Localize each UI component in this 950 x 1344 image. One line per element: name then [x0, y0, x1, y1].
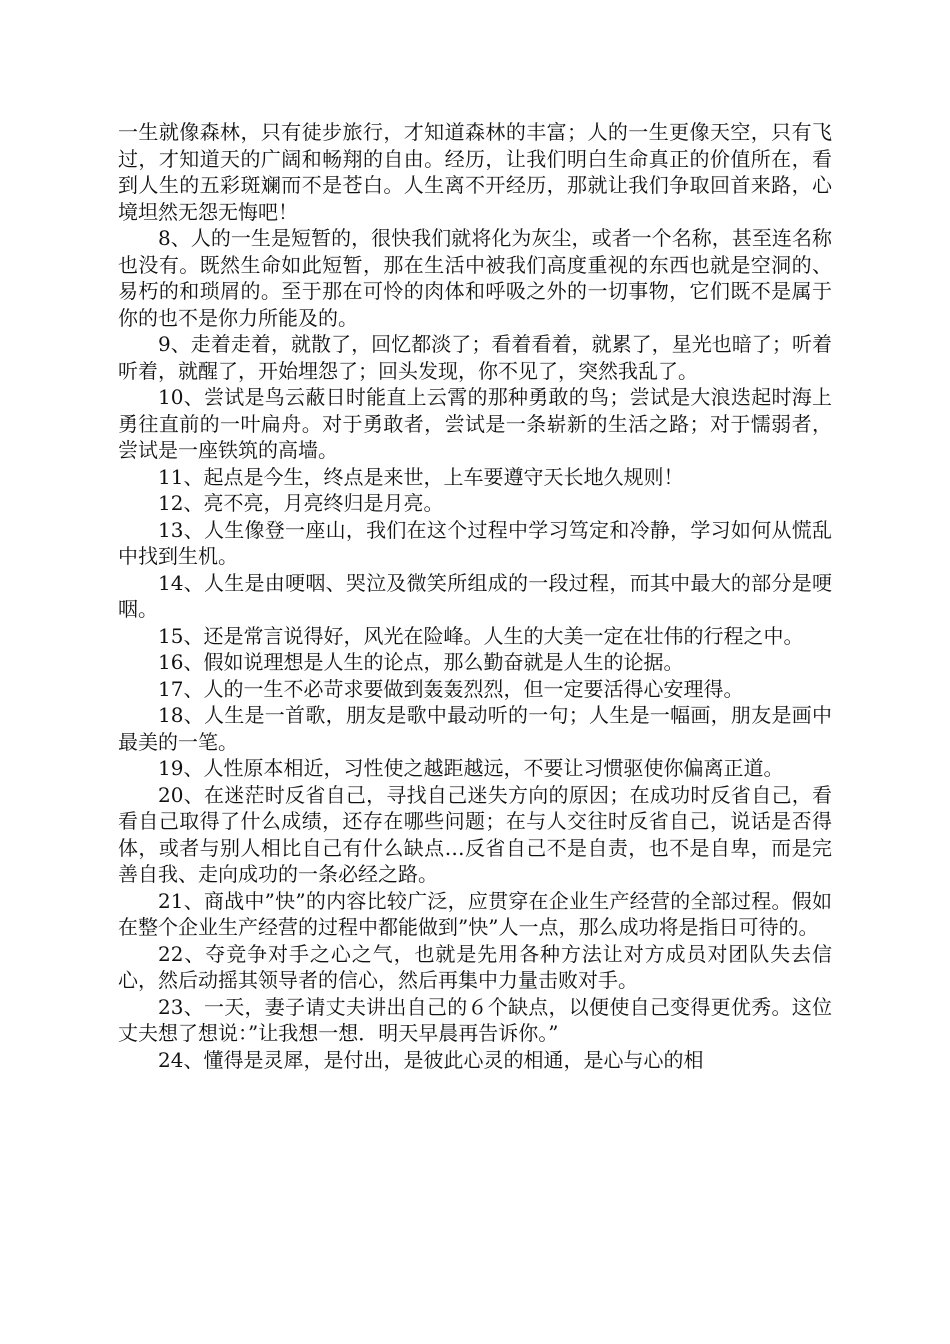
paragraph-item-23: 23、一天，妻子请丈夫讲出自己的６个缺点，以便使自己变得更优秀。这位丈夫想了想说：”让我想一想．明天早晨再告诉你。”	[118, 994, 832, 1045]
paragraph-item-9: 9、走着走着，就散了，回忆都淡了；看着看着，就累了，星光也暗了；听着听着，就醒了，开始埋怨了；回头发现，你不见了，突然我乱了。	[118, 332, 832, 383]
paragraph-item-10: 10、尝试是鸟云蔽日时能直上云霄的那种勇敢的鸟；尝试是大浪迭起时海上勇往直前的一叶扁舟。对于勇敢者，尝试是一条崭新的生活之路；对于懦弱者，尝试是一座铁筑的高墙。	[118, 385, 832, 462]
paragraph-item-19: 19、人性原本相近，习性使之越距越远，不要让习惯驱使你偏离正道。	[158, 756, 784, 780]
paragraph-item-22: 22、夺竞争对手之心之气，也就是先用各种方法让对方成员对团队失去信心，然后动摇其领导者的信心，然后再集中力量击败对手。	[118, 941, 832, 992]
paragraph-item-18: 18、人生是一首歌，朋友是歌中最动听的一句；人生是一幅画，朋友是画中最美的一笔。	[118, 703, 832, 754]
paragraph-continuation: 一生就像森林，只有徒步旅行，才知道森林的丰富；人的一生更像天空，只有飞过，才知道天的广阔和畅翔的自由。经历，让我们明白生命真正的价值所在，看到人生的五彩斑斓而不是苍白。人生离不开经历，那就让我们争取回首来路，心境坦然无怨无悔吧！	[118, 120, 832, 224]
paragraph-item-13: 13、人生像登一座山，我们在这个过程中学习笃定和冷静，学习如何从慌乱中找到生机。	[118, 517, 832, 568]
paragraph-item-20: 20、在迷茫时反省自己，寻找自己迷失方向的原因；在成功时反省自己，看看自己取得了什么成绩，还存在哪些问题；在与人交往时反省自己，说话是否得体，或者与别人相比自己有什么缺点…反省自己不是自责，也不是自卑，而是完善自我、走向成功的一条必经之路。	[118, 782, 832, 886]
document-body	[118, 119, 832, 1073]
paragraph-item-12: 12、亮不亮，月亮终归是月亮。	[158, 491, 444, 515]
paragraph-item-17: 17、人的一生不必苛求要做到轰轰烈烈，但一定要活得心安理得。	[158, 676, 744, 701]
paragraph-item-15: 15、还是常言说得好，风光在险峰。人生的大美一定在壮伟的行程之中。	[158, 623, 804, 648]
paragraph-item-11: 11、起点是今生，终点是来世，上车要遵守天长地久规则！	[158, 464, 684, 489]
paragraph-item-8: 8、人的一生是短暂的，很快我们就将化为灰尘，或者一个名称，甚至连名称也没有。既然生命如此短暂，那在生活中被我们高度重视的东西也就是空洞的、易朽的和琐屑的。至于那在可怜的肉体和呼吸之外的一切事物，它们既不是属于你的也不是你力所能及的。	[118, 226, 832, 330]
paragraph-item-21: 21、商战中”快”的内容比较广泛，应贯穿在企业生产经营的全部过程。假如在整个企业生产经营的过程中都能做到”快”人一点，那么成功将是指日可待的。	[118, 888, 832, 939]
paragraph-item-14: 14、人生是由哽咽、哭泣及微笑所组成的一段过程，而其中最大的部分是哽咽。	[118, 570, 832, 621]
paragraph-item-16: 16、假如说理想是人生的论点，那么勤奋就是人生的论据。	[158, 650, 684, 674]
paragraph-item-24: 24、懂得是灵犀，是付出，是彼此心灵的相通，是心与心的相	[158, 1047, 704, 1072]
